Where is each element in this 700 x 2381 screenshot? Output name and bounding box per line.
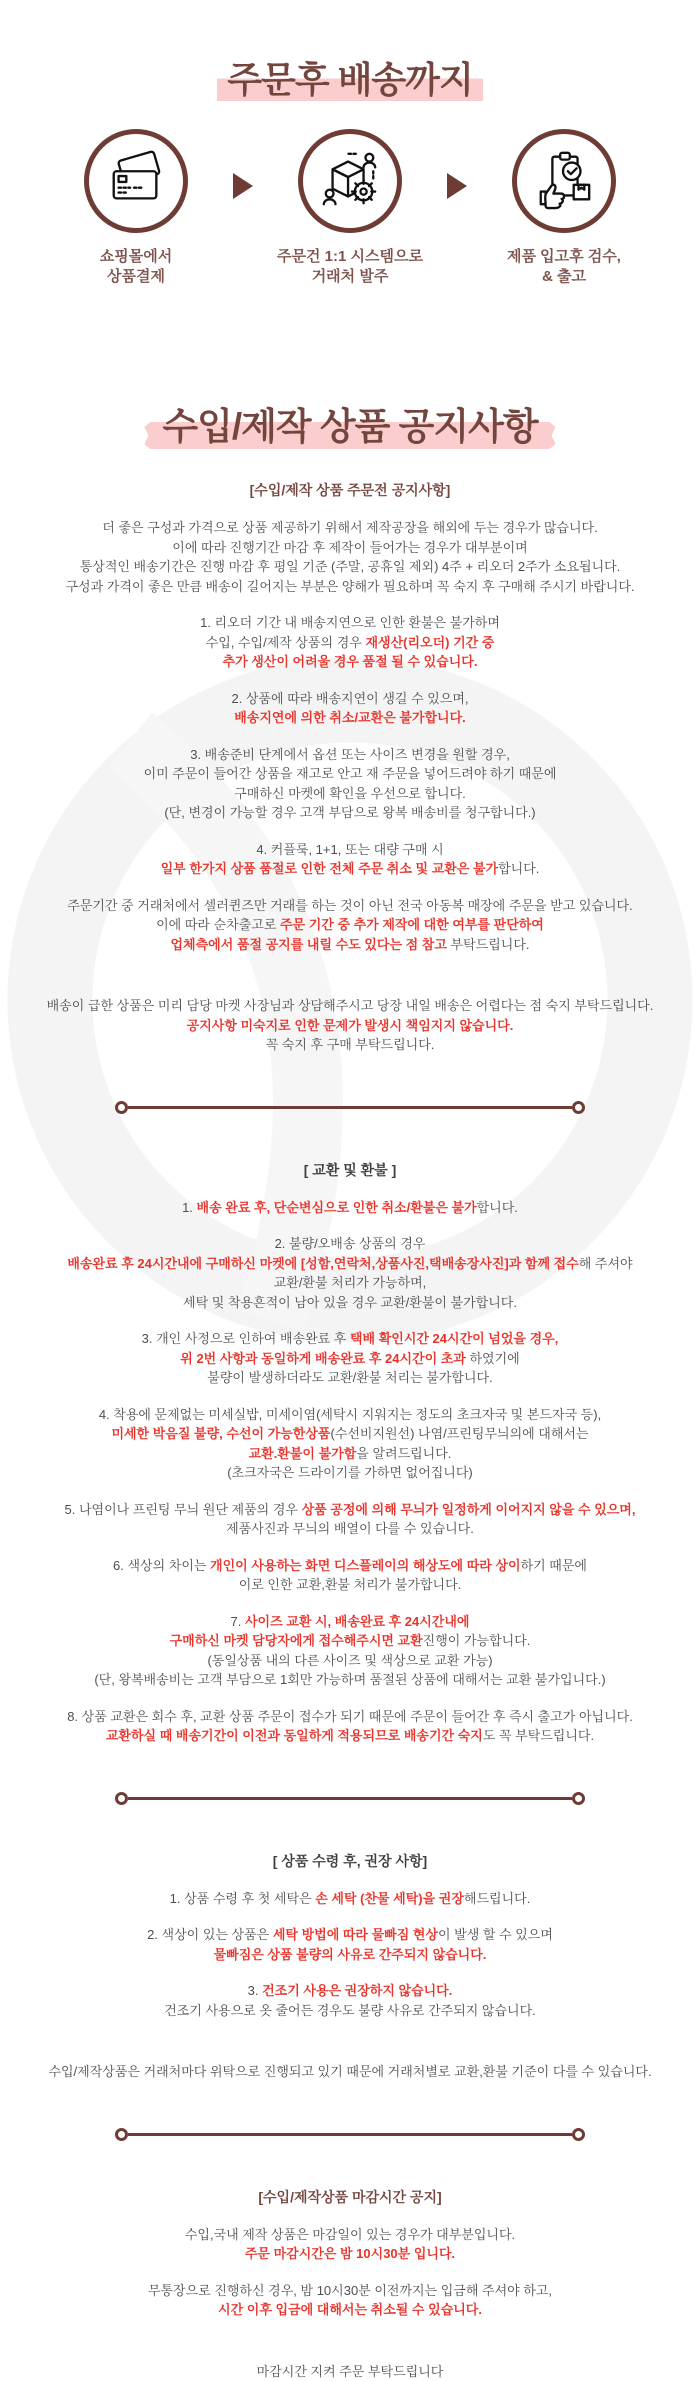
- text-segment: 이로 인한 교환,환불 처리가 불가합니다.: [239, 1577, 462, 1592]
- divider-end-dot: [115, 1101, 128, 1114]
- text-segment: 4. 커플룩, 1+1, 또는 대량 구매 시: [256, 842, 443, 857]
- text-segment: 배송완료 후 24시간내에 구매하신 마켓에 [성함,연락처,상품사진,택배송장사진]과 함께 접수: [67, 1256, 578, 1271]
- section-exchange-refund: [0, 1160, 700, 1746]
- notice-paragraph: [0, 2362, 700, 2381]
- text-segment: 물빠짐은 상품 불량의 사유로 간주되지 않습니다.: [214, 1947, 487, 1962]
- notice-paragraph: [0, 689, 700, 728]
- notice-paragraph: [0, 1405, 700, 1483]
- text-segment: 3. 배송준비 단계에서 옵션 또는 사이즈 변경을 원할 경우,: [190, 747, 510, 762]
- section-heading: [ 상품 수령 후, 권장 사항]: [0, 1851, 700, 1872]
- text-segment: 3. 개인 사정으로 인하여 배송완료 후: [142, 1331, 350, 1346]
- text-segment: (수선비지원선) 나염/프린팅무늬의에 대해서는: [330, 1426, 588, 1441]
- text-segment: 마감시간 지켜 주문 부탁드립니다: [257, 2364, 444, 2379]
- step-label-line: 거래처 발주: [312, 268, 389, 285]
- text-segment: 합니다.: [498, 861, 539, 876]
- text-segment: 시간 이후 입금에 대해서는 취소될 수 있습니다.: [218, 2302, 482, 2317]
- order-system-icon: [319, 148, 381, 215]
- notice-sections: [0, 480, 700, 2381]
- step-payment: [51, 129, 221, 286]
- text-segment: 진행이 가능합니다.: [423, 1633, 531, 1648]
- notice-paragraph: [0, 996, 700, 1055]
- notice-paragraph: [0, 2281, 700, 2320]
- divider-line: [128, 1797, 572, 1800]
- section-divider: [115, 2128, 585, 2141]
- notice-paragraph: [0, 1981, 700, 2020]
- text-segment: 도 꼭 부탁드립니다.: [483, 1728, 594, 1743]
- text-segment: 건조기 사용으로 옷 줄어든 경우도 불량 사유로 간주되지 않습니다.: [164, 2003, 536, 2018]
- payment-card-icon: [105, 148, 167, 215]
- divider-line: [128, 1106, 572, 1109]
- divider-end-dot: [572, 1101, 585, 1114]
- inspection-shipping-icon: [533, 148, 595, 215]
- text-segment: 수입/제작상품은 거래처마다 위탁으로 진행되고 있기 때문에 거래처별로 교환,환불 기준이 다를 수 있습니다.: [48, 2064, 651, 2079]
- text-segment: 합니다.: [477, 1200, 518, 1215]
- text-segment: 2. 불량/오배송 상품의 경우: [275, 1236, 426, 1251]
- notice-banner: [162, 396, 537, 450]
- notice-paragraph: [0, 1556, 700, 1595]
- notice-paragraph: [0, 518, 700, 596]
- text-segment: 교환하실 때 배송기간이 이전과 동일하게 적용되므로 배송기간 숙지: [106, 1728, 483, 1743]
- text-segment: 택배 확인시간 24시간이 넘었을 경우,: [350, 1331, 558, 1346]
- text-segment: 1. 리오더 기간 내 배송지연으로 인한 환불은 불가하며: [200, 615, 500, 630]
- text-segment: 2. 색상이 있는 상품은: [147, 1927, 273, 1942]
- text-segment: 1.: [182, 1200, 196, 1215]
- text-segment: 부탁드립니다.: [451, 937, 530, 952]
- notice-paragraph: [0, 1500, 700, 1539]
- text-segment: 교환.환불이 불가함: [249, 1446, 357, 1461]
- step-label: [100, 247, 172, 286]
- text-segment: 해 주셔야: [579, 1256, 633, 1271]
- text-segment: 구매하신 마켓 담당자에게 접수해주시면 교환: [170, 1633, 423, 1648]
- text-segment: 더 좋은 구성과 가격으로 상품 제공하기 위해서 제작공장을 해외에 두는 경우가 많습니다.: [102, 520, 597, 535]
- notice-paragraph: [0, 1612, 700, 1690]
- section-pre-order-notice: [0, 480, 700, 1055]
- section-heading: [수입/제작 상품 주문전 공지사항]: [0, 480, 700, 501]
- page-title: [0, 52, 700, 103]
- text-segment: (단, 변경이 가능할 경우 고객 부담으로 왕복 배송비를 청구합니다.): [164, 805, 535, 820]
- text-segment: 8. 상품 교환은 회수 후, 교환 상품 주문이 접수가 되기 때문에 주문이 들어간 후 즉시 출고가 아닙니다.: [67, 1709, 633, 1724]
- text-segment: 통상적인 배송기간은 진행 마감 후 평일 기준 (주말, 공휴일 제외) 4주 + 리오더 2주가 소요됩니다.: [80, 559, 621, 574]
- text-segment: 개인이 사용하는 화면 디스플레이의 해상도에 따라 상이: [210, 1558, 521, 1573]
- step-order-system: [265, 129, 435, 286]
- text-segment: 주문 마감시간은 밤 10시30분 입니다.: [245, 2246, 455, 2261]
- step-label: [507, 247, 621, 286]
- text-segment: 제품사진과 무늬의 배열이 다를 수 있습니다.: [226, 1521, 474, 1536]
- text-segment: 5. 나염이나 프린팅 무늬 원단 제품의 경우: [65, 1502, 302, 1517]
- text-segment: 건조기 사용은 권장하지 않습니다.: [262, 1983, 452, 1998]
- text-segment: 위 2번 사항과 동일하게 배송완료 후 24시간이 초과: [180, 1351, 466, 1366]
- text-segment: 주문 기간 중 추가 제작에 대한 여부를 판단하여: [280, 917, 544, 932]
- section-divider: [115, 1792, 585, 1805]
- section-divider: [115, 1101, 585, 1114]
- step-label-line: 상품결제: [107, 268, 165, 285]
- text-segment: (초크자국은 드라이기를 가하면 없어집니다): [227, 1465, 473, 1480]
- section-deadline-notice: [0, 2187, 700, 2381]
- text-segment: 하기 때문에: [521, 1558, 587, 1573]
- text-segment: 세탁 및 착용흔적이 남아 있을 경우 교환/환불이 불가합니다.: [183, 1295, 517, 1310]
- text-segment: 이에 따라 진행기간 마감 후 제작이 들어가는 경우가 대부분이며: [172, 540, 527, 555]
- text-segment: 3.: [248, 1983, 262, 1998]
- section-heading: [수입/제작상품 마감시간 공지]: [0, 2187, 700, 2208]
- notice-paragraph: [0, 745, 700, 823]
- divider-end-dot: [572, 1792, 585, 1805]
- step-label-line: 주문건 1:1 시스템으로: [277, 248, 423, 265]
- notice-paragraph: [0, 1329, 700, 1388]
- arrow-right-icon: [447, 173, 467, 199]
- divider-end-dot: [572, 2128, 585, 2141]
- notice-paragraph: [0, 1889, 700, 1909]
- text-segment: 해드립니다.: [464, 1891, 530, 1906]
- notice-paragraph: [0, 1198, 700, 1218]
- text-segment: 2. 상품에 따라 배송지연이 생길 수 있으며,: [231, 691, 468, 706]
- notice-paragraph: [0, 2062, 700, 2082]
- text-segment: 구성과 가격이 좋은 만큼 배송이 길어지는 부분은 양해가 필요하며 꼭 숙지 후 구매해 주시기 바랍니다.: [65, 579, 634, 594]
- text-segment: 세탁 방법에 따라 물빠짐 현상: [273, 1927, 438, 1942]
- text-segment: 꼭 숙지 후 구매 부탁드립니다.: [266, 1037, 435, 1052]
- text-segment: 7.: [231, 1614, 245, 1629]
- text-segment: (단, 왕복배송비는 고객 부담으로 1회만 가능하며 품절된 상품에 대해서는 교환 불가입니다.): [94, 1672, 605, 1687]
- notice-paragraph: [0, 1234, 700, 1312]
- arrow-right-icon: [233, 173, 253, 199]
- text-segment: 불량이 발생하더라도 교환/환불 처리는 불가합니다.: [207, 1370, 492, 1385]
- text-segment: 추가 생산이 어려울 경우 품절 될 수 있습니다.: [223, 654, 478, 669]
- text-segment: 사이즈 교환 시, 배송완료 후 24시간내에: [245, 1614, 470, 1629]
- text-segment: 일부 한가지 상품 품절로 인한 전체 주문 취소 및 교환은 불가: [161, 861, 499, 876]
- text-segment: 이미 주문이 들어간 상품을 재고로 안고 재 주문을 넣어드려야 하기 때문에: [144, 766, 557, 781]
- text-segment: 배송 완료 후, 단순변심으로 인한 취소/환불은 불가: [197, 1200, 477, 1215]
- text-segment: 배송지연에 의한 취소/교환은 불가합니다.: [234, 710, 466, 725]
- text-segment: (동일상품 내의 다른 사이즈 및 색상으로 교환 가능): [207, 1653, 492, 1668]
- step-label-line: 쇼핑몰에서: [100, 248, 172, 265]
- text-segment: 6. 색상의 차이는: [113, 1558, 210, 1573]
- text-segment: 을 알려드립니다.: [356, 1446, 451, 1461]
- step-circle: [512, 129, 616, 233]
- step-circle: [84, 129, 188, 233]
- text-segment: 이에 따라 순차출고로: [156, 917, 280, 932]
- text-segment: 업체측에서 품절 공지를 내릴 수도 있다는 점 참고: [170, 937, 450, 952]
- step-label-line: & 출고: [542, 268, 586, 285]
- text-segment: 4. 착용에 문제없는 미세실밥, 미세이염(세탁시 지워지는 정도의 초크자국 및 본드자국 등),: [99, 1407, 601, 1422]
- step-inspection: [479, 129, 649, 286]
- text-segment: 이 발생 할 수 있으며: [438, 1927, 553, 1942]
- text-segment: 수입,국내 제작 상품은 마감일이 있는 경우가 대부분입니다.: [185, 2227, 515, 2242]
- notice-paragraph: [0, 896, 700, 955]
- notice-paragraph: [0, 840, 700, 879]
- text-segment: 수입, 수입/제작 상품의 경우: [206, 635, 366, 650]
- notice-banner-title: 수입/제작 상품 공지사항: [162, 396, 537, 450]
- page-title-text: 주문후 배송까지: [217, 52, 482, 103]
- notice-paragraph: [0, 1707, 700, 1746]
- text-segment: 배송이 급한 상품은 미리 담당 마켓 사장님과 상담해주시고 당장 내일 배송은 어렵다는 점 숙지 부탁드립니다.: [47, 998, 654, 1013]
- text-segment: 미세한 박음질 불량, 수선이 가능한상품: [111, 1426, 330, 1441]
- text-segment: 하였기에: [466, 1351, 520, 1366]
- order-process-steps: [0, 129, 700, 286]
- text-segment: 무통장으로 진행하신 경우, 밤 10시30분 이전까지는 입금해 주셔야 하고,: [148, 2283, 552, 2298]
- notice-paragraph: [0, 1925, 700, 1964]
- text-segment: 1. 상품 수령 후 첫 세탁은: [170, 1891, 316, 1906]
- step-label: [277, 247, 423, 286]
- text-segment: 손 세탁 (찬물 세탁)을 권장: [315, 1891, 464, 1906]
- divider-line: [128, 2133, 572, 2136]
- notice-paragraph: [0, 2225, 700, 2264]
- step-circle: [298, 129, 402, 233]
- divider-end-dot: [115, 2128, 128, 2141]
- text-segment: 주문기간 중 거래처에서 셀러퀸즈만 거래를 하는 것이 아닌 전국 아동복 매장에 주문을 받고 있습니다.: [67, 898, 632, 913]
- text-segment: 재생산(리오더) 기간 중: [365, 635, 494, 650]
- text-segment: 구매하신 마켓에 확인을 우선으로 합니다.: [234, 786, 466, 801]
- text-segment: 교환/환불 처리가 가능하며,: [274, 1275, 427, 1290]
- section-heading: [ 교환 및 환불 ]: [0, 1160, 700, 1181]
- divider-end-dot: [115, 1792, 128, 1805]
- notice-paragraph: [0, 613, 700, 672]
- text-segment: 상품 공정에 의해 무늬가 일정하게 이어지지 않을 수 있으며,: [302, 1502, 636, 1517]
- section-post-receipt-recommendations: [0, 1851, 700, 2082]
- text-segment: 공지사항 미숙지로 인한 문제가 발생시 책임지지 않습니다.: [187, 1018, 514, 1033]
- step-label-line: 제품 입고후 검수,: [507, 248, 621, 265]
